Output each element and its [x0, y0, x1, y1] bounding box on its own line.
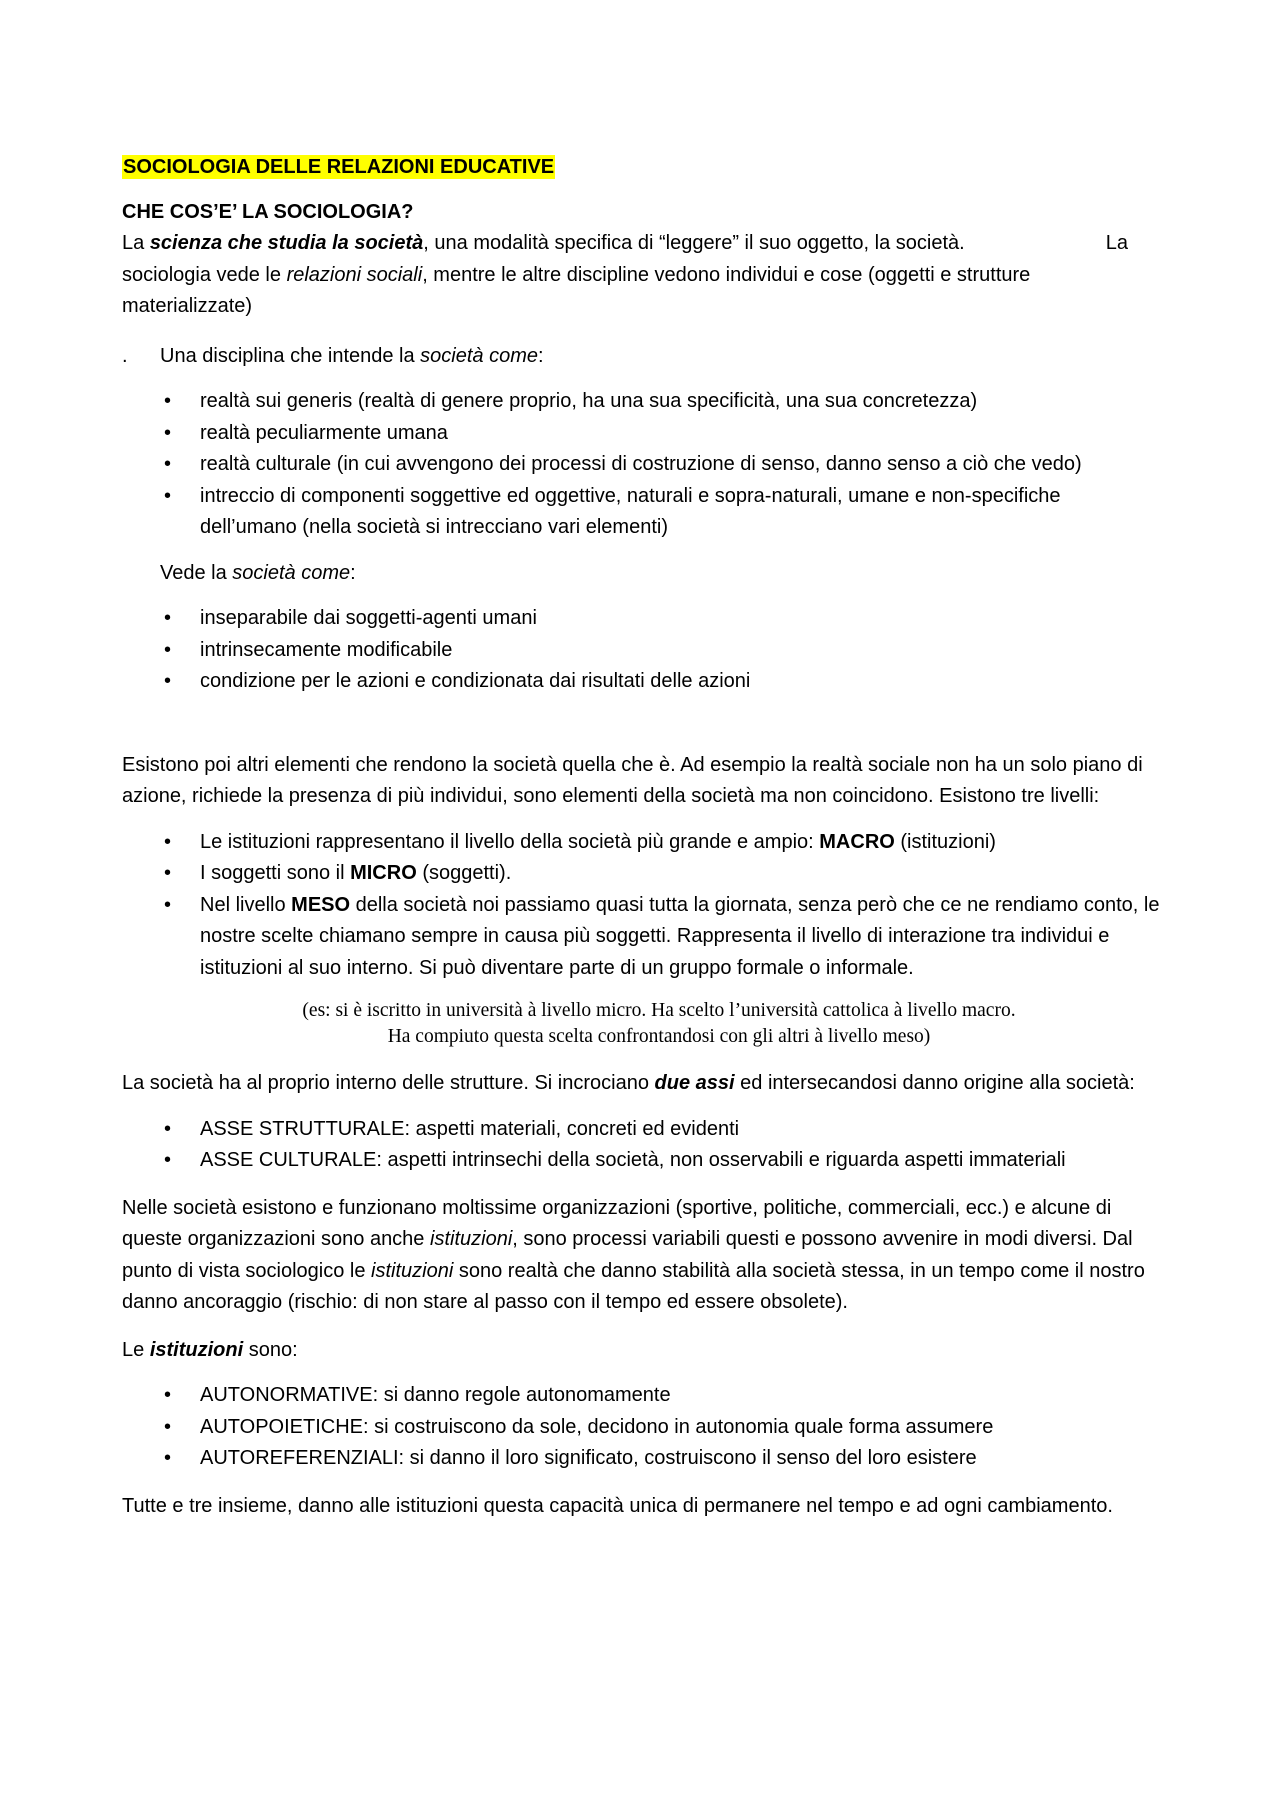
intro-emphasis: scienza che studia la società — [149, 232, 424, 254]
example-line: (es: si è iscritto in università à livello micro. Ha scelto l’università cattolica à livello macro. — [302, 1000, 1016, 1021]
list-item-text: realtà culturale (in cui avvengono dei processi di costruzione di senso, danno senso a ciò che vedo) — [200, 453, 1082, 475]
bullet-icon: • — [164, 1384, 172, 1406]
paragraph-text: Le — [122, 1338, 150, 1361]
document-body — [122, 152, 1162, 1522]
list-item — [122, 666, 1162, 698]
bullet-icon: • — [164, 1415, 172, 1438]
intro-text: , una modalità specifica di “leggere” il suo oggetto, la società. — [423, 232, 965, 254]
closing-paragraph: Tutte e tre insieme, danno alle istituzioni questa capacità unica di permanere nel tempo e ad ogni cambiamento. — [122, 1494, 1113, 1517]
paragraph-emphasis: istituzioni — [430, 1228, 513, 1250]
paragraph-text: Nelle società esistono e funzionano moltissime organizzazioni (sportive, politiche, commerciali, ecc.) e alcune di queste organizzazioni sono anche — [122, 1196, 1112, 1250]
list-marker: . — [122, 344, 128, 367]
elementi-paragraph: Esistono poi altri elementi che rendono la società quella che è. Ad esempio la realtà sociale non ha un solo piano di azione, richiede la presenza di più individui, sono elementi della società ma non coincidono. Esistono tre livelli: — [122, 753, 1143, 807]
title-line — [122, 152, 1162, 184]
list-item — [122, 1412, 1162, 1444]
list-item-text: realtà peculiarmente umana — [200, 421, 448, 444]
list-item-text: intrinsecamente modificabile — [200, 638, 453, 661]
list-item — [122, 1114, 1162, 1146]
bullet-icon: • — [164, 638, 172, 661]
list-item-text: condizione per le azioni e condizionata dai risultati delle azioni — [200, 670, 751, 692]
intro-text: La — [1105, 232, 1128, 254]
paragraph-emphasis: istituzioni — [149, 1338, 244, 1361]
list-item — [122, 1443, 1162, 1475]
list-item — [122, 449, 1162, 481]
intro-text: sociologia vede le — [122, 263, 287, 286]
istituzioni-list — [122, 1380, 1162, 1475]
paragraph-text: : — [538, 344, 544, 367]
bullet-icon: • — [164, 670, 172, 692]
list-item-text: ASSE STRUTTURALE: aspetti materiali, concreti ed evidenti — [200, 1117, 740, 1140]
list-item — [122, 635, 1162, 667]
bullet-icon: • — [164, 390, 172, 412]
level-keyword: MACRO — [819, 830, 895, 853]
list-item — [122, 858, 1162, 890]
list-item-text: AUTOREFERENZIALI: si danno il loro significato, costruiscono il senso del loro esistere — [200, 1447, 977, 1469]
list-item-text: (istituzioni) — [894, 830, 996, 853]
istituzioni-paragraph — [122, 1335, 1162, 1367]
paragraph-emphasis: società come — [420, 344, 539, 367]
bullet-icon: • — [164, 893, 172, 916]
list-item-text: realtà sui generis (realtà di genere proprio, ha una sua specificità, una sua concretezza) — [200, 390, 978, 412]
list-item — [122, 603, 1162, 635]
paragraph-text: : — [350, 561, 356, 584]
paragraph-text: Una disciplina che intende la — [160, 344, 421, 367]
societa-come-list — [122, 386, 1162, 544]
list-item-text: (soggetti). — [416, 862, 512, 884]
bullet-icon: • — [164, 453, 172, 475]
paragraph-text: , sono processi variabili questi e possono avvenire in modi diversi. Dal punto di vista sociologico le — [122, 1228, 1133, 1282]
intro-text: La — [122, 232, 150, 254]
intro-text: , mentre le altre discipline vedono individui e cose (oggetti e strutture materializzate) — [122, 263, 1031, 317]
bullet-icon: • — [164, 1447, 172, 1469]
bullet-icon: • — [164, 607, 172, 629]
list-item — [122, 827, 1162, 859]
example-note — [122, 998, 1162, 1050]
bullet-icon: • — [164, 421, 172, 444]
assi-list — [122, 1114, 1162, 1177]
bullet-icon: • — [164, 484, 172, 507]
bullet-icon: • — [164, 830, 172, 853]
paragraph-emphasis: due assi — [654, 1072, 735, 1094]
bullet-icon: • — [164, 862, 172, 884]
list-item-text: inseparabile dai soggetti-agenti umani — [200, 607, 537, 629]
paragraph-text: ed intersecandosi danno origine alla società: — [734, 1072, 1135, 1094]
bullet-icon: • — [164, 1149, 172, 1171]
paragraph-text: Vede la — [160, 561, 233, 584]
list-item-text: AUTOPOIETICHE: si costruiscono da sole, decidono in autonomia quale forma assumere — [200, 1415, 994, 1438]
example-line: Ha compiuto questa scelta confrontandosi con gli altri à livello meso) — [387, 1026, 931, 1047]
paragraph-emphasis: società come — [232, 561, 351, 584]
list-item — [122, 418, 1162, 450]
list-item — [122, 890, 1162, 985]
disciplina-paragraph — [122, 341, 1162, 373]
bullet-icon: • — [164, 1117, 172, 1140]
vede-paragraph — [122, 558, 1162, 590]
livelli-list — [122, 827, 1162, 985]
list-item-text: ASSE CULTURALE: aspetti intrinsechi della società, non osservabili e riguarda aspetti immateriali — [200, 1149, 1066, 1171]
level-keyword: MICRO — [350, 862, 417, 884]
list-item-text: Nel livello — [200, 893, 292, 916]
list-item — [122, 386, 1162, 418]
list-item — [122, 1380, 1162, 1412]
paragraph-text: sono realtà che danno stabilità alla società stessa, in un tempo come il nostro danno ancoraggio (rischio: di non stare al passo con il tempo ed essere obsolete). — [122, 1259, 1145, 1313]
list-item-text: AUTONORMATIVE: si danno regole autonomamente — [200, 1384, 671, 1406]
organizzazioni-paragraph — [122, 1193, 1162, 1319]
section-heading: CHE COS’E’ LA SOCIOLOGIA? — [122, 200, 414, 223]
intro-emphasis: relazioni sociali — [286, 263, 423, 286]
paragraph-text: sono: — [243, 1338, 298, 1361]
intro-paragraph — [122, 228, 1162, 323]
list-item — [122, 481, 1162, 544]
paragraph-emphasis: istituzioni — [371, 1259, 454, 1282]
level-keyword: MESO — [291, 893, 351, 916]
document-title: SOCIOLOGIA DELLE RELAZIONI EDUCATIVE — [123, 156, 555, 178]
assi-paragraph — [122, 1068, 1162, 1100]
vede-societa-list — [122, 603, 1162, 698]
list-item — [122, 1145, 1162, 1177]
list-item-text: intreccio di componenti soggettive ed oggettive, naturali e sopra-naturali, umane e non-specifiche dell’umano (nella società si intrecciano vari elementi) — [200, 484, 1061, 538]
list-item-text: Le istituzioni rappresentano il livello della società più grande e ampio: — [200, 830, 820, 853]
paragraph-text: La società ha al proprio interno delle strutture. Si incrociano — [122, 1072, 655, 1094]
list-item-text: della società noi passiamo quasi tutta la giornata, senza però che ce ne rendiamo conto, le nostre scelte chiamano sempre in causa più soggetti. Rappresenta il livello di interazione tra individui e istituzioni al suo interno. Si può diventare parte di un gruppo formale o informale. — [200, 893, 1160, 979]
list-item-text: I soggetti sono il — [200, 862, 351, 884]
